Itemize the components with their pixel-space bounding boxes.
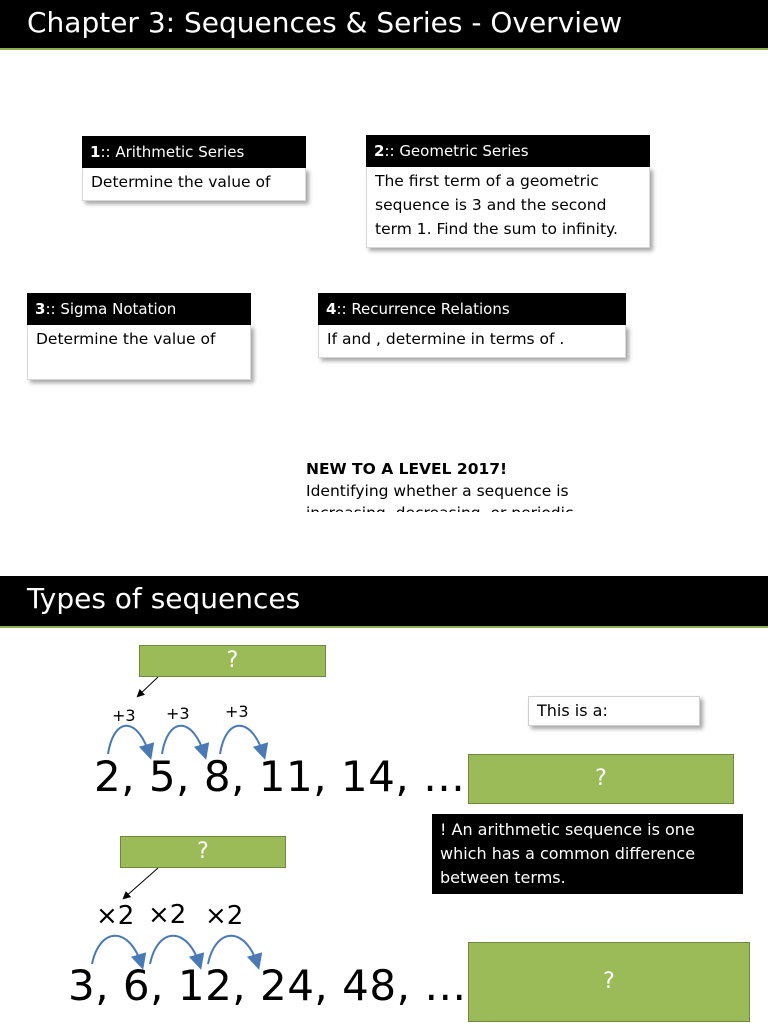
card-heading — [82, 136, 306, 168]
operation-label: ×2 — [96, 901, 135, 931]
card-arithmetic-series — [82, 136, 306, 201]
card-heading — [318, 293, 626, 325]
card-heading-text: :: Arithmetic Series — [100, 143, 245, 161]
card-body: Determine the value of — [27, 325, 251, 380]
types-of-sequences-slide — [0, 512, 768, 1024]
slide-title: Chapter 3: Sequences & Series - Overview — [27, 6, 623, 39]
operation-label: +3 — [225, 702, 249, 721]
hidden-sequence-type-box[interactable]: ? — [120, 836, 286, 868]
this-is-a-label: This is a: — [528, 696, 700, 726]
hidden-sequence-type-box[interactable]: ? — [139, 645, 326, 677]
answer-box-2[interactable]: ? — [468, 942, 750, 1022]
title-bar — [0, 0, 768, 50]
pointer-arrow — [138, 677, 158, 696]
operation-label: +3 — [112, 706, 136, 725]
exclamation-icon: ! — [440, 820, 447, 839]
answer-box-1[interactable]: ? — [468, 754, 734, 804]
definition-box — [432, 814, 743, 894]
operation-label: ×2 — [205, 901, 244, 931]
operation-label: ×2 — [148, 900, 187, 930]
card-heading — [27, 293, 251, 325]
note-body: Identifying whether a sequence is — [306, 482, 569, 500]
pointer-arrow — [124, 868, 158, 898]
operation-label: +3 — [166, 704, 190, 723]
card-heading-text: :: Recurrence Relations — [336, 300, 510, 318]
slide-title: Types of sequences — [27, 582, 301, 615]
card-body: Determine the value of — [82, 168, 306, 201]
geometric-sequence: 3, 6, 12, 24, 48, … — [68, 961, 467, 1010]
card-number: 2 — [374, 142, 385, 160]
card-number: 4 — [326, 300, 337, 318]
card-heading-text: :: Sigma Notation — [45, 300, 177, 318]
card-geometric-series — [366, 135, 650, 248]
definition-text: An arithmetic sequence is one which has a common difference between terms. — [440, 820, 696, 887]
card-body: If and , determine in terms of . — [318, 325, 626, 358]
note-heading: NEW TO A LEVEL 2017! — [306, 460, 508, 478]
card-sigma-notation — [27, 293, 251, 380]
card-heading — [366, 135, 650, 167]
card-number: 1 — [90, 143, 101, 161]
card-heading-text: :: Geometric Series — [384, 142, 529, 160]
card-number: 3 — [35, 300, 46, 318]
arithmetic-sequence: 2, 5, 8, 11, 14, … — [94, 752, 466, 801]
card-body: The first term of a geometric sequence is 3 and the second term 1. Find the sum to infinity. — [366, 167, 650, 248]
card-recurrence-relations — [318, 293, 626, 358]
